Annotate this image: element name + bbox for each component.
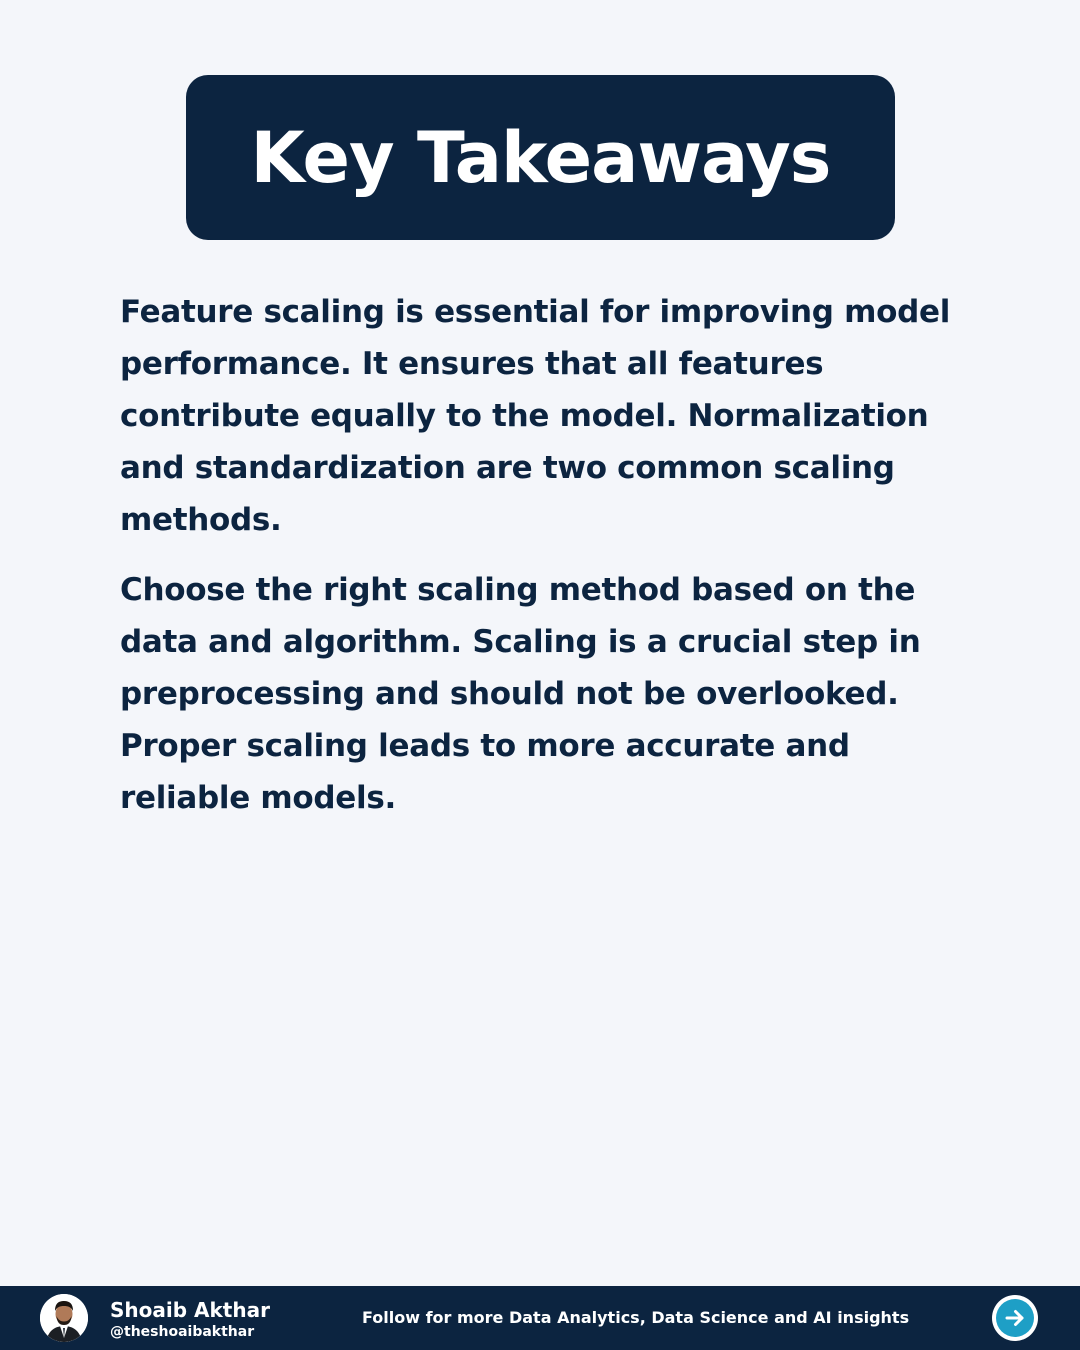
next-button[interactable] bbox=[992, 1295, 1038, 1341]
arrow-right-icon bbox=[1003, 1306, 1027, 1330]
avatar bbox=[40, 1294, 88, 1342]
follow-tagline: Follow for more Data Analytics, Data Science and AI insights bbox=[362, 1308, 910, 1327]
takeaway-paragraph-1: Feature scaling is essential for improving model performance. It ensures that all features contribute equally to the model. Normalization and standardization are two common scaling methods. bbox=[120, 294, 951, 538]
takeaway-paragraph-2: Choose the right scaling method based on the data and algorithm. Scaling is a crucial step in preprocessing and should not be overlooked. Proper scaling leads to more accurate and reliable models. bbox=[120, 572, 921, 816]
footer-bar bbox=[0, 1286, 1080, 1350]
takeaways-body bbox=[120, 286, 970, 842]
next-button-inner[interactable] bbox=[996, 1299, 1034, 1337]
author-name: Shoaib Akthar bbox=[110, 1298, 270, 1322]
title-banner bbox=[186, 75, 895, 240]
author-handle: @theshoaibakthar bbox=[110, 1324, 255, 1340]
avatar-portrait-icon bbox=[40, 1294, 88, 1342]
page-title: Key Takeaways bbox=[250, 116, 831, 199]
